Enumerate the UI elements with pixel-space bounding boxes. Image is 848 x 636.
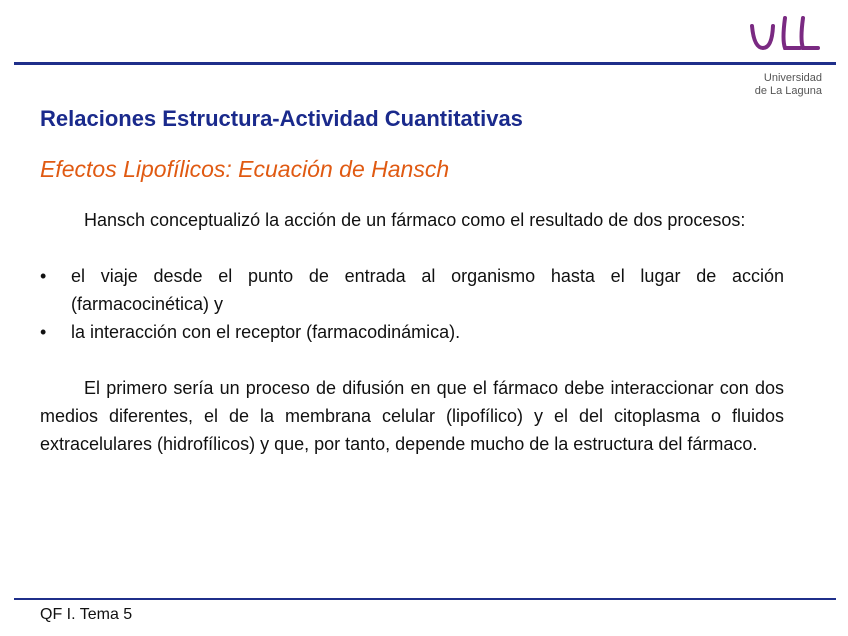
intro-paragraph: Hansch conceptualizó la acción de un fármaco como el resultado de dos procesos:	[84, 210, 746, 230]
ull-logo	[748, 14, 820, 60]
header-rule	[14, 62, 836, 65]
footer-course-label: QF I. Tema 5	[40, 606, 133, 623]
university-line-1: Universidad	[763, 72, 822, 84]
university-name	[755, 72, 822, 98]
slide-body	[40, 206, 784, 458]
bullet-item-pharmacokinetics	[40, 262, 784, 318]
diffusion-paragraph: El primero sería un proceso de difusión en que el fármaco debe interaccionar con dos medios diferentes, el de la membrana celular (lipofílico) y el del citoplasma o fluidos extracelulares (hidrofílicos) y que, por tanto, depende mucho de la estructura del fármaco.	[40, 378, 784, 454]
bullet-item-pharmacodynamics	[40, 318, 784, 346]
slide-subtitle: Efectos Lipofílicos: Ecuación de Hansch	[40, 156, 450, 182]
slide-title: Relaciones Estructura-Actividad Cuantitativas	[40, 106, 523, 131]
bullet-marker: •	[40, 322, 47, 342]
footer-rule	[14, 598, 836, 600]
bullet-list	[40, 262, 784, 346]
university-line-2: de La Laguna	[754, 85, 822, 97]
bullet-text: la interacción con el receptor (farmacodinámica).	[71, 322, 461, 342]
bullet-text: el viaje desde el punto de entrada al organismo hasta el lugar de acción (farmacocinética) y	[71, 266, 784, 314]
bullet-marker: •	[40, 266, 47, 286]
